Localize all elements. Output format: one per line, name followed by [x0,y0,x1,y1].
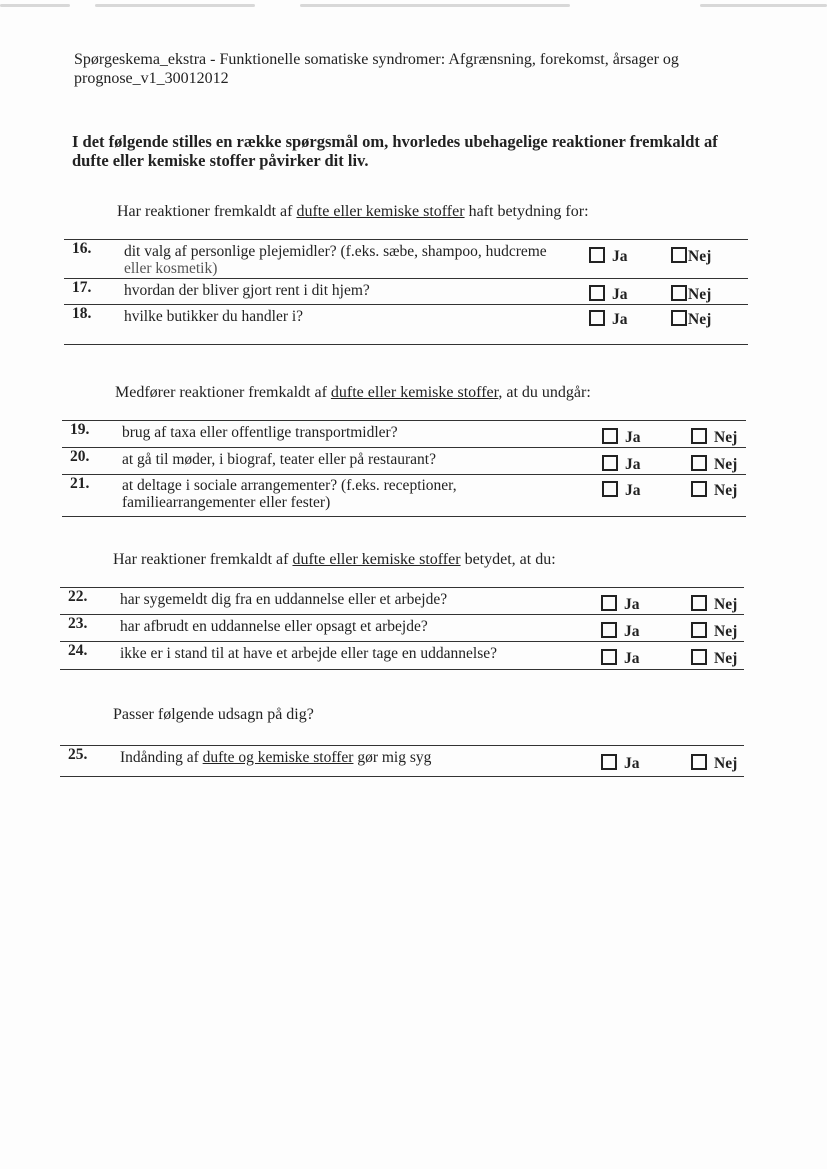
question-table [60,587,744,670]
ja-checkbox[interactable]: Ja [602,421,691,448]
checkbox-icon [589,285,605,301]
ja-checkbox[interactable]: Ja [601,588,691,615]
question-row-24 [60,642,744,670]
nej-checkbox[interactable]: Nej [671,240,748,279]
intro-text: I det følgende stilles en række spørgsmål om, hvorledes ubehagelige reaktioner fremkaldt af dufte eller kemiske stoffer påvirker dit liv. [72,132,718,170]
question-number: 24. [60,642,120,670]
section-statement [60,706,744,777]
checkbox-icon [601,649,617,665]
question-row-16 [64,240,748,279]
nej-checkbox[interactable]: Nej [691,746,744,777]
nej-checkbox[interactable]: Nej [691,475,746,517]
document-header: Spørgeskema_ekstra - Funktionelle somatiske syndromer: Afgrænsning, forekomst, årsager og prognose_v1_30012012 [74,51,679,87]
question-number: 25. [60,746,120,777]
ja-checkbox[interactable]: Ja [602,448,691,475]
question-row-21 [62,475,746,517]
ja-checkbox[interactable]: Ja [602,475,691,517]
nej-checkbox[interactable]: Nej [671,279,748,305]
question-row-19 [62,421,746,448]
nej-checkbox[interactable]: Nej [691,615,744,642]
section-avoidance [62,384,746,517]
question-text: har afbrudt en uddannelse eller opsagt et arbejde? [120,615,601,642]
question-text: Indånding af dufte og kemiske stoffer gør mig syg [120,746,601,777]
checkbox-icon [671,247,687,263]
checkbox-icon [601,754,617,770]
nej-checkbox[interactable]: Nej [691,642,744,670]
checkbox-icon [602,481,618,497]
checkbox-icon [601,622,617,638]
question-row-22 [60,588,744,615]
question-text: brug af taxa eller offentlige transportmidler? [122,421,602,448]
nej-checkbox[interactable]: Nej [691,448,746,475]
question-number: 17. [64,279,124,305]
question-number: 19. [62,421,122,448]
nej-checkbox[interactable]: Nej [671,305,748,345]
question-text: hvilke butikker du handler i? [124,305,589,345]
checkbox-icon [671,310,687,326]
nej-checkbox[interactable]: Nej [691,421,746,448]
checkbox-icon [671,285,687,301]
question-table [62,420,746,517]
question-row-20 [62,448,746,475]
ja-checkbox[interactable]: Ja [601,746,691,777]
question-row-25 [60,746,744,777]
question-text: at deltage i sociale arrangementer? (f.eks. receptioner, familiearrangementer eller fester) [122,475,602,517]
checkbox-icon [601,595,617,611]
question-row-17 [64,279,748,305]
question-number: 16. [64,240,124,279]
question-text: har sygemeldt dig fra en uddannelse eller et arbejde? [120,588,601,615]
section-personal-care [64,203,748,345]
checkbox-icon [602,455,618,471]
ja-checkbox[interactable]: Ja [589,305,671,345]
question-text: dit valg af personlige plejemidler? (f.eks. sæbe, shampoo, hudcreme eller kosmetik) [124,240,589,279]
question-text: at gå til møder, i biograf, teater eller på restaurant? [122,448,602,475]
question-number: 18. [64,305,124,345]
question-number: 22. [60,588,120,615]
checkbox-icon [589,310,605,326]
question-table [60,745,744,777]
checkbox-icon [691,595,707,611]
section-work-education [60,551,744,670]
nej-checkbox[interactable]: Nej [691,588,744,615]
checkbox-icon [691,481,707,497]
section-prompt: Har reaktioner fremkaldt af dufte eller kemiske stoffer betydet, at du: [113,551,556,568]
question-table [64,239,748,345]
question-number: 20. [62,448,122,475]
checkbox-icon [602,428,618,444]
ja-checkbox[interactable]: Ja [601,615,691,642]
checkbox-icon [691,622,707,638]
question-row-18 [64,305,748,345]
ja-checkbox[interactable]: Ja [589,240,671,279]
question-number: 23. [60,615,120,642]
question-text: hvordan der bliver gjort rent i dit hjem? [124,279,589,305]
checkbox-icon [691,649,707,665]
section-prompt: Har reaktioner fremkaldt af dufte eller kemiske stoffer haft betydning for: [117,203,589,220]
question-number: 21. [62,475,122,517]
section-prompt: Passer følgende udsagn på dig? [113,706,314,723]
question-text: ikke er i stand til at have et arbejde eller tage en uddannelse? [120,642,601,670]
ja-checkbox[interactable]: Ja [589,279,671,305]
checkbox-icon [691,428,707,444]
ja-checkbox[interactable]: Ja [601,642,691,670]
checkbox-icon [589,247,605,263]
checkbox-icon [691,754,707,770]
section-prompt: Medfører reaktioner fremkaldt af dufte eller kemiske stoffer, at du undgår: [115,384,591,401]
checkbox-icon [691,455,707,471]
question-row-23 [60,615,744,642]
